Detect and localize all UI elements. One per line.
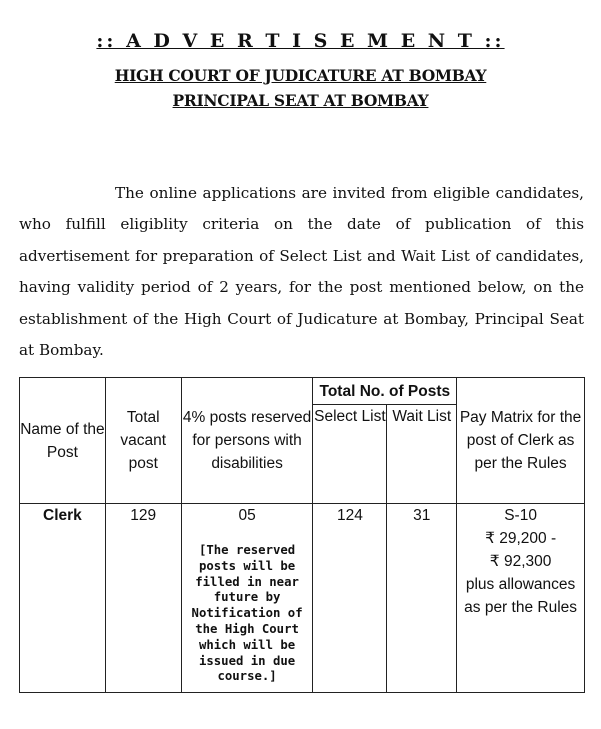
intro-paragraph: The online applications are invited from eligible candidates, who fulfill eligiblity criteria on the date of publication of this advertisement for preparation of Select List and Wait List of candidates, having validity period of 2 years, for the post mentioned below, on the establishment of the High Court of Judicature at Bombay, Principal Seat at Bombay.: [19, 184, 584, 360]
header-pay-matrix: Pay Matrix for the post of Clerk as per the Rules: [457, 378, 585, 504]
pay-max: ₹ 92,300: [489, 553, 552, 570]
header-select-list: Select List: [313, 405, 387, 504]
cell-post: [20, 504, 106, 693]
court-name: HIGH COURT OF JUDICATURE AT BOMBAY: [114, 66, 487, 85]
cell-total-vacant: [105, 504, 181, 693]
cell-reserved: [181, 504, 313, 693]
table-row: [20, 504, 585, 693]
table-header-row: [20, 378, 585, 405]
posts-table: [19, 377, 585, 693]
header-reserved-disabilities: 4% posts reserved for persons with disabilities: [181, 378, 313, 504]
pay-min: ₹ 29,200 -: [485, 530, 557, 547]
header-wait-list: Wait List: [387, 405, 457, 504]
wait-list-value: 31: [413, 507, 431, 524]
cell-pay-matrix: [457, 504, 585, 693]
cell-select-list: [313, 504, 387, 693]
pay-level: S-10: [504, 507, 537, 524]
post-name: Clerk: [43, 507, 82, 524]
select-list-value: 124: [336, 507, 363, 524]
reserved-note: [The reserved posts will be filled in near future by Notification of the High Court which will be issued in due course.]: [191, 543, 303, 684]
court-seat: PRINCIPAL SEAT AT BOMBAY: [172, 91, 429, 110]
header-total-no-of-posts: Total No. of Posts: [313, 378, 457, 405]
advertisement-title: :: A D V E R T I S E M E N T ::: [96, 30, 505, 52]
reserved-value: 05: [238, 507, 256, 524]
total-vacant-value: 129: [130, 507, 157, 524]
header-name-of-post: Name of the Post: [20, 378, 106, 504]
header-total-vacant: Total vacant post: [105, 378, 181, 504]
cell-wait-list: [387, 504, 457, 693]
pay-allowances: plus allowances as per the Rules: [464, 576, 578, 616]
